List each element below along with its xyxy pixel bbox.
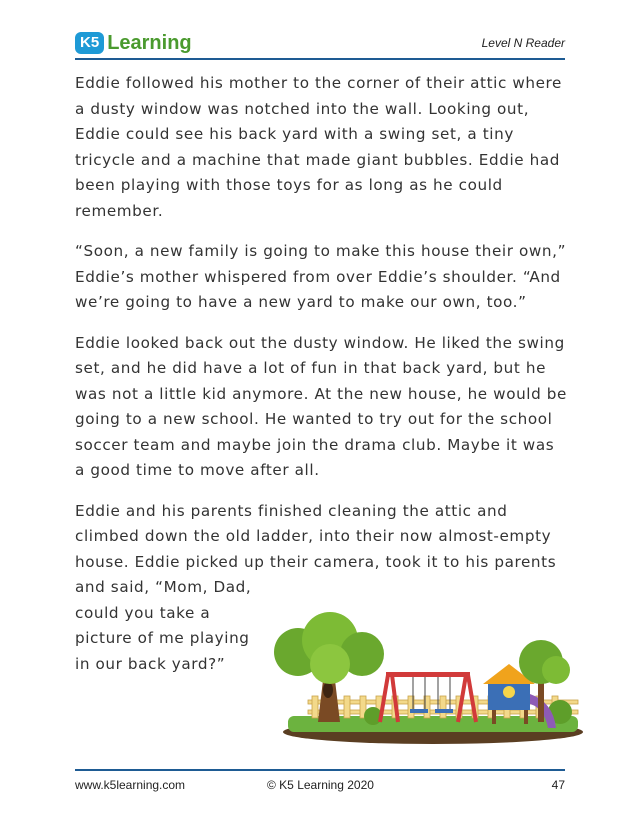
text-line: going to a new school. He wanted to try out for the school (75, 410, 553, 428)
story-paragraph-2 (75, 239, 575, 316)
page-footer (75, 778, 565, 796)
footer-divider (75, 769, 565, 771)
reader-level-label: Level N Reader (481, 36, 565, 50)
text-line: a dusty window was notched into the wall. Looking out, (75, 99, 530, 118)
text-line: tricycle and a machine that made giant bubbles. Eddie had (75, 150, 561, 169)
text-line: could you take a (75, 603, 211, 622)
text-line: in our back yard?” (75, 654, 226, 673)
text-line: been playing with those toys for as long as he could (75, 176, 503, 194)
text-line: Eddie and his parents finished cleaning the attic and (75, 501, 508, 520)
backyard-playground-illustration (268, 612, 593, 752)
footer-website: www.k5learning.com (75, 778, 186, 792)
large-tree (274, 612, 384, 722)
logo-wordmark: Learning (107, 32, 192, 54)
text-line: remember. (75, 201, 164, 220)
page-header (75, 28, 565, 60)
story-text (75, 71, 575, 692)
text-line: picture of me playing (75, 629, 250, 647)
story-paragraph-1 (75, 71, 575, 224)
story-paragraph-3 (75, 331, 575, 484)
text-line: was not a little kid anymore. At the new house, he would be (75, 384, 567, 403)
text-line: house. Eddie picked up their camera, took it to his parents (75, 552, 557, 571)
text-line: a good time to move after all. (75, 461, 320, 479)
text-line: and said, “Mom, Dad, (75, 578, 252, 596)
text-line: set, and he did have a lot of fun in that back yard, but he (75, 359, 547, 377)
logo-badge: K5 (75, 32, 104, 54)
page-number: 47 (551, 778, 565, 792)
text-line: Eddie looked back out the dusty window. He liked the swing (75, 333, 565, 352)
text-line: Eddie could see his back yard with a swing set, a tiny (75, 125, 514, 143)
text-line: Eddie’s mother whispered from over Eddie’s shoulder. “And (75, 267, 561, 286)
text-line: climbed down the old ladder, into their now almost-empty (75, 527, 552, 545)
text-line: “Soon, a new family is going to make this house their own,” (75, 242, 567, 260)
k5-learning-logo (75, 28, 192, 58)
text-line: soccer team and maybe join the drama club. Maybe it was (75, 435, 555, 454)
text-line: we’re going to have a new yard to make our own, too.” (75, 293, 527, 311)
text-line: Eddie followed his mother to the corner of their attic where (75, 74, 562, 92)
footer-copyright: © K5 Learning 2020 (267, 778, 374, 792)
header-divider (75, 58, 565, 60)
